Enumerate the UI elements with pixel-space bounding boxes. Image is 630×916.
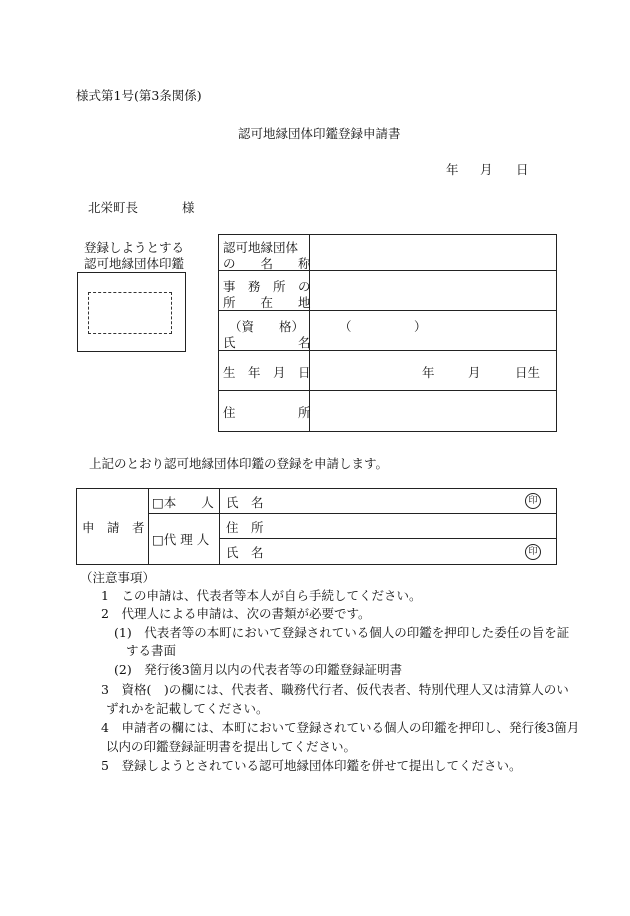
note-item: (2) 発行後3箇月以内の代表者等の印鑑登録証明書 [114, 662, 403, 677]
group-name-field[interactable] [311, 236, 554, 269]
representative-name-label: 氏 名 [223, 335, 311, 350]
date-month-label: 月 [480, 162, 493, 177]
birth-month-label: 月 [468, 365, 481, 380]
self-option-checkbox[interactable]: □本 人 [152, 495, 214, 510]
addressee-honorific: 様 [182, 200, 195, 215]
applicant-label: 申 請 者 [82, 520, 145, 535]
birth-day-label: 日生 [515, 365, 541, 380]
office-label-1: 事 務 所 の [223, 279, 311, 294]
note-item: 3 資格( )の欄には、代表者、職務代行者、仮代表者、特別代理人又は清算人のい [101, 682, 569, 697]
group-name-label-2: の 名 称 [223, 256, 311, 271]
form-number: 様式第1号(第3条関係) [76, 88, 202, 103]
application-statement: 上記のとおり認可地縁団体印鑑の登録を申請します。 [89, 456, 389, 471]
note-item: 2 代理人による申請は、次の書類が必要です。 [101, 606, 371, 621]
notes-heading: （注意事項） [80, 570, 156, 585]
note-item: 以内の印鑑登録証明書を提出してください。 [106, 739, 357, 754]
note-item: 5 登録しようとされている認可地縁団体印鑑を併せて提出してください。 [101, 758, 522, 773]
birth-date-field[interactable] [311, 352, 411, 389]
note-item: ずれかを記載してください。 [106, 701, 269, 716]
note-item: (1) 代表者等の本町において登録されている個人の印鑑を押印した委任の旨を証 [114, 625, 570, 640]
qualification-paren-close: ） [414, 319, 427, 334]
address-label: 住 所 [223, 405, 311, 420]
note-item: 4 申請者の欄には、本町において登録されている個人の印鑑を押印し、発行後3箇月 [101, 720, 580, 735]
self-name-field[interactable] [270, 490, 520, 512]
representative-qualification-label: （資 格） [229, 319, 305, 334]
qualification-paren-open: （ [339, 319, 352, 334]
addressee: 北栄町長 [88, 200, 139, 215]
seal-box-label-2: 認可地縁団体印鑑 [84, 256, 185, 271]
office-address-field[interactable] [311, 272, 554, 309]
seal-impression-area[interactable] [88, 292, 172, 334]
note-item: 1 この申請は、代表者等本人が自ら手続してください。 [101, 588, 422, 603]
seal-box-label-1: 登録しようとする [84, 240, 185, 255]
agent-name-field[interactable] [270, 540, 520, 562]
self-name-label: 氏 名 [226, 495, 264, 510]
birth-date-label: 生 年 月 日 [223, 365, 311, 380]
agent-address-field[interactable] [270, 515, 554, 537]
agent-option-checkbox[interactable]: □代 理 人 [152, 532, 210, 547]
group-name-label-1: 認可地縁団体 [223, 240, 299, 255]
birth-year-label: 年 [422, 365, 435, 380]
note-item: する書面 [126, 643, 177, 658]
office-label-2: 所 在 地 [223, 295, 311, 310]
agent-seal-mark: 印 [525, 544, 541, 560]
self-seal-mark: 印 [525, 493, 541, 509]
date-year-label: 年 [446, 162, 459, 177]
representative-name-field[interactable] [311, 312, 554, 349]
form-title: 認可地縁団体印鑑登録申請書 [238, 126, 401, 141]
agent-name-label: 氏 名 [226, 545, 264, 560]
date-day-label: 日 [516, 162, 529, 177]
agent-address-label: 住 所 [226, 520, 264, 535]
address-field[interactable] [311, 392, 554, 429]
